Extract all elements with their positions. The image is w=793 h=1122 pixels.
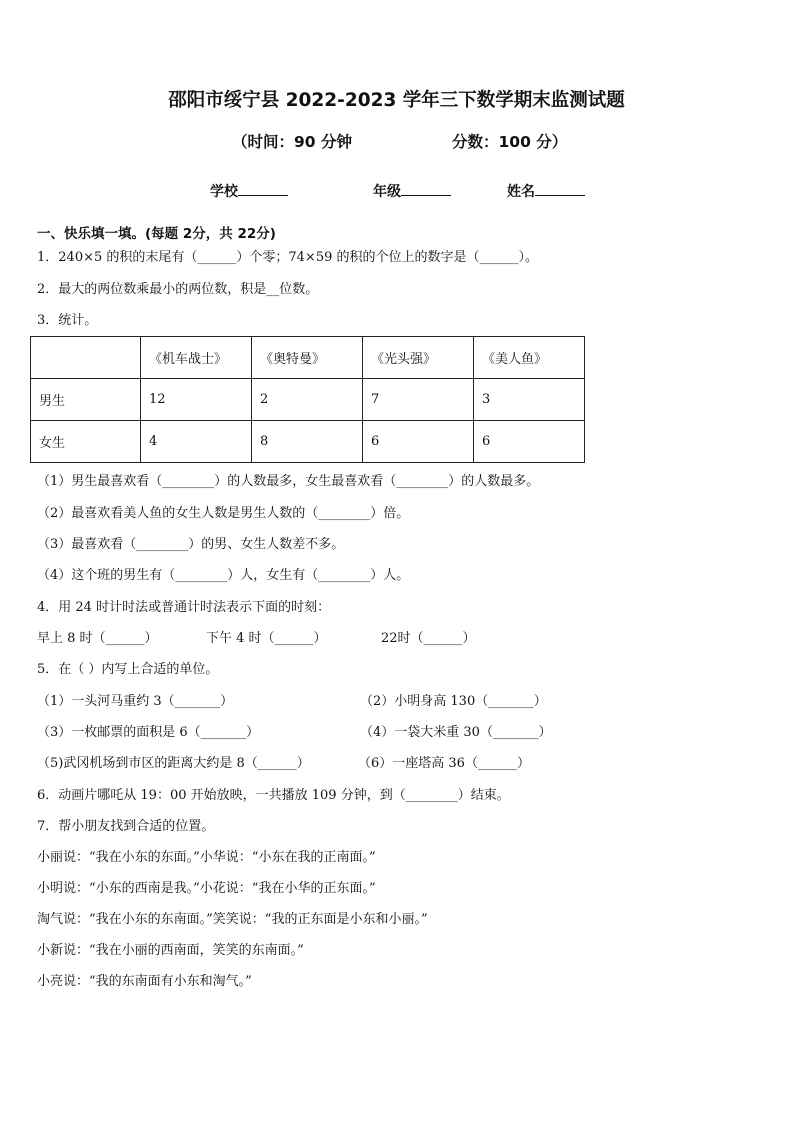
table-header-cell (31, 337, 141, 379)
question-4-title: 4．用 24 时计时法或普通计时法表示下面的时刻： (37, 600, 331, 615)
table-cell: 8 (252, 421, 363, 463)
question-5-item: （6）一座塔高 36（______） (358, 756, 530, 771)
question-3-4: （4）这个班的男生有（________）人，女生有（________）人。 (37, 568, 410, 583)
section-heading: 一、快乐填一填。(每题 2分，共 22分) (37, 226, 276, 242)
question-7-title: 7．帮小朋友找到合适的位置。 (37, 819, 215, 834)
name-blank[interactable] (535, 181, 585, 196)
question-7-line: 小亮说：“我的东南面有小东和淘气。” (37, 974, 252, 989)
question-5-title: 5．在（ ）内写上合适的单位。 (37, 662, 219, 677)
exam-time: （时间：90 分钟 (232, 133, 352, 151)
exam-score: 分数：100 分） (452, 133, 568, 151)
grade-field (373, 181, 451, 201)
table-cell: 12 (141, 379, 252, 421)
question-5-item: （2）小明身高 130（_______） (360, 694, 547, 709)
question-7-line: 小明说：“小东的西南是我。”小花说：“我在小华的正东面。” (37, 881, 376, 896)
table-header-cell: 《机车战士》 (141, 337, 252, 379)
question-5-item: （3）一枚邮票的面积是 6（_______） (37, 725, 260, 740)
page-title: 邵阳市绥宁县 2022-2023 学年三下数学期末监测试题 (168, 90, 625, 111)
name-label: 姓名 (507, 184, 535, 200)
table-header-row (31, 337, 585, 379)
question-4-item: 下午 4 时（______） (206, 631, 327, 646)
table-row (31, 379, 585, 421)
question-1: 1．240×5 的积的末尾有（______）个零；74×59 的积的个位上的数字是（______）。 (37, 250, 538, 265)
question-7-line: 小丽说：“我在小东的东面。”小华说：“小东在我的正南面。” (37, 850, 376, 865)
question-7-line: 淘气说：“我在小东的东南面。”笑笑说：“我的正东面是小东和小丽。” (37, 912, 428, 927)
table-header-cell: 《光头强》 (363, 337, 474, 379)
question-3-1: （1）男生最喜欢看（________）的人数最多，女生最喜欢看（________）的人数最多。 (37, 474, 540, 489)
table-cell: 4 (141, 421, 252, 463)
question-5-item: （1）一头河马重约 3（_______） (37, 694, 234, 709)
question-7-line: 小新说：“我在小丽的西南面，笑笑的东南面。” (37, 943, 304, 958)
table-cell: 2 (252, 379, 363, 421)
question-2: 2．最大的两位数乘最小的两位数，积是__位数。 (37, 282, 319, 297)
table-header-cell: 《奥特曼》 (252, 337, 363, 379)
question-5-item: （4）一袋大米重 30（_______） (360, 725, 552, 740)
question-3-3: （3）最喜欢看（________）的男、女生人数差不多。 (37, 537, 345, 552)
table-cell: 3 (474, 379, 585, 421)
table-cell: 7 (363, 379, 474, 421)
school-field (210, 181, 288, 201)
question-3-title: 3．统计。 (37, 313, 98, 328)
school-label: 学校 (210, 184, 238, 200)
table-cell: 6 (474, 421, 585, 463)
question-6: 6．动画片哪吒从 19：00 开始放映，一共播放 109 分钟，到（________）结束。 (37, 788, 510, 803)
question-4-item: 22时（______） (381, 631, 476, 646)
grade-label: 年级 (373, 184, 401, 200)
question-3-2: （2）最喜欢看美人鱼的女生人数是男生人数的（________）倍。 (37, 506, 410, 521)
name-field (507, 181, 585, 201)
question-5-item: （5)武冈机场到市区的距离大约是 8（______） (37, 756, 310, 771)
question-4-item: 早上 8 时（______） (37, 631, 158, 646)
table-cell: 6 (363, 421, 474, 463)
school-blank[interactable] (238, 181, 288, 196)
table-cell: 男生 (31, 379, 141, 421)
grade-blank[interactable] (401, 181, 451, 196)
table-cell: 女生 (31, 421, 141, 463)
table-row (31, 421, 585, 463)
statistics-table (30, 336, 585, 463)
table-header-cell: 《美人鱼》 (474, 337, 585, 379)
